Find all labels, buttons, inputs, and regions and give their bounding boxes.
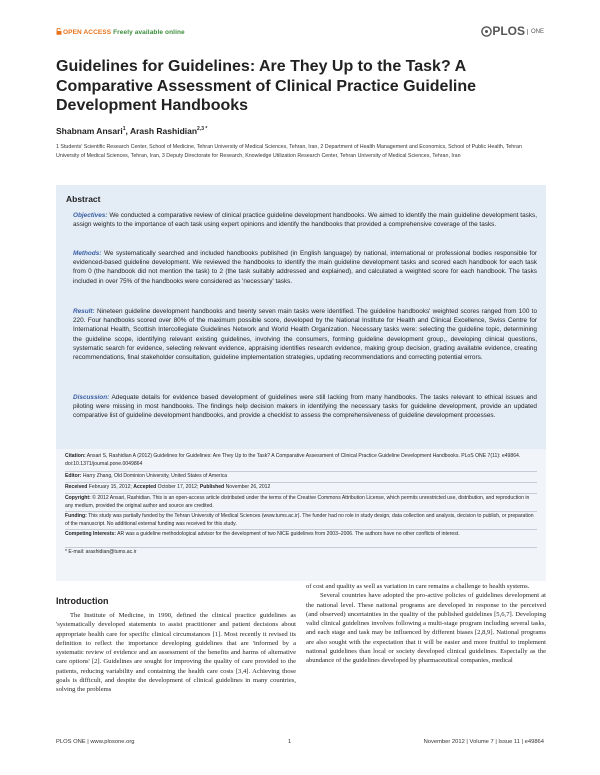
editor [65,473,535,481]
meta-label: Citation: [65,453,86,459]
copyright [65,495,535,510]
divider [65,482,537,483]
citation [65,453,535,468]
divider [65,547,537,548]
page-number: 1 [288,739,292,745]
meta-label: Published [199,484,225,490]
section-heading: Introduction [56,596,109,606]
right-column [306,582,546,666]
abstract-box [56,185,546,449]
abstract-discussion [73,393,537,421]
divider [65,529,537,530]
journal-header [56,24,544,40]
meta-label: Received [65,484,88,490]
body-paragraph: Several countries have adopted the pro-active policies of guidelines development at the national level. These national programs are developed in response to the perceived (and observed) uncertainties in the quality of the published guidelines [5,6,7]. Developing valid clinical guidelines involves following a multi-stage program including several tasks, and each stage and task may be influenced by different biases [2,8,9]. National programs are also sought with the expectation that it will be easier and more fruitful to implement national guidelines than local or society developed clinical guidelines. Especially as the abundance of the guidelines developed by pharmaceutical companies, medical [306,592,546,665]
body-paragraph: The Institute of Medicine, in 1990, defined the clinical practice guidelines as 'systematically developed statements to assist practitioner and patient decisions about appropriate health care for specific clinical circumstances [1]. Most recently it revised its definition to reflect the importance developing guidelines that are 'informed by a systematic review of evidence and an assessment of the benefits and harms of alternative care options' [2]. Guidelines are sought for improving the quality of care provided to the patients, reducing variability and containing the health care costs [3,4]. Achieving those goals is difficult, and despite the development of clinical guidelines in many countries, solving the problems [56,612,296,694]
open-access-banner [56,28,185,36]
article-metadata [56,449,546,581]
author-affiliation-mark: 2,3 * [197,126,208,133]
meta-label: Funding: [65,513,87,519]
abstract-result [73,307,537,362]
meta-label: Copyright: [65,495,91,501]
divider [65,493,537,494]
section-text: Nineteen guideline development handbooks and twenty seven main tasks were identified. The guideline handbooks' weighted scores ranged from 100 to 220. Four handbooks scored over 80% of the maximum possible score, developed by the National Institute for Health and Clinical Excellence, Swiss Centre for International Health, Scottish Intercollegiate Guidelines Network and World Health Organization. Necessary tasks were: selecting the guideline topic, determining the guideline scope, identifying relevant existing guidelines, involving the consumers, forming guideline development group,, developing clinical questions, systematic search for evidence, selecting relevant evidence, appraising identifies research evidence, making group decision, grading available evidence, creating recommendations, final stakeholder consultation, guideline implementation strategies, updating recommendations and correcting potential errors. [73,308,537,362]
section-label: Objectives: [73,212,108,219]
body-paragraph: of cost and quality as well as variation in care remains a challenge to health systems. [306,583,530,590]
competing-interests [65,531,535,539]
author-name: Arash Rashidian [129,126,198,136]
journal-logo-text: PLOS [492,24,525,38]
left-column [56,611,296,695]
meta-text: Ansari S, Rashidian A (2012) Guidelines for Guidelines: Are They Up to the Task? A Comparative Assessment of Clinical Practice Guideline Development Handbooks. PLoS ONE 7(11): e49864. doi:10.1371/journal.pone.0049864 [65,453,521,467]
author-list [56,126,207,136]
open-lock-icon [56,28,62,35]
meta-text: © 2012 Ansari, Rashidian. This is an open-access article distributed under the terms of the Creative Commons Attribution License, which permits unrestricted use, distribution, and reproduction in any medium, provided the original author and source are credited. [65,495,530,509]
meta-text: This study was partially funded by the Tehran University of Medical Sciences (www.tums.ac.ir). The funder had no role in study design, data collection and analysis, decision to publish, or preparation of the manuscript. No additional external funding was received for this study. [65,513,534,527]
abstract-objectives [73,211,537,229]
abstract-methods [73,249,537,286]
meta-label: Accepted [133,484,157,490]
meta-text: February 15, 2012; [88,484,132,490]
section-label: Discussion: [73,394,110,401]
open-access-label: OPEN ACCESS [63,29,112,36]
section-text: We conducted a comparative review of clinical practice guideline development handbooks. We aimed to identify the main guideline development tasks, assign weights to the importance of each task using expert opinions and identify the handbooks that provided a comprehensive coverage of the tasks. [73,212,537,229]
article-title: Guidelines for Guidelines: Are They Up to the Task? A Comparative Assessment of Clinical Practice Guideline Development Handbooks [56,58,476,114]
author-affiliation-mark: 1 [122,126,126,133]
meta-text: November 26, 2012 [225,484,271,490]
meta-text: Harry Zhang, Old Dominion University, United States of America [82,473,228,479]
freely-available-label: Freely available online [113,29,185,36]
footer-issue: November 2012 | Volume 7 | Issue 11 | e49864 [423,739,544,745]
divider [65,511,537,512]
abstract-heading: Abstract [66,194,101,204]
affiliations: 1 Students' Scientific Research Center, School of Medicine, Tehran University of Medical Sciences, Tehran, Iran, 2 Department of Health Management and Economics, School of Public Health, Tehran University of Medical Sciences, Tehran, Iran, 3 Deputy Directorate for Research, Knowledge Utilization Research Center, Tehran University of Medical Sciences, Tehran, Iran [56,144,522,159]
section-text: We systematically searched and included handbooks published (in English language) by national, international or professional bodies responsible for evidenced-based guideline development. We reviewed the handbooks to identify the main guideline development tasks and scored each handbook for each task from 0 (the handbook did not mention the task) to 2 (the task suitably addressed and explained), and calculated a weighted score for each handbook. The tasks included in over 75% of the handbooks were considered as 'necessary' tasks. [73,250,537,285]
meta-label: Editor: [65,473,82,479]
dates [65,484,535,492]
corresponding-email[interactable]: * E-mail: arashidian@tums.ac.ir [65,549,137,555]
section-label: Methods: [73,250,102,257]
funding [65,513,535,528]
meta-text: AR was a guideline methodological advisor for the development of two NICE guidelines from 2003–2006. The authors have no other conflicts of interest. [117,531,460,537]
author-separator: , [125,126,130,136]
journal-logo [481,24,544,38]
section-label: Result: [73,308,95,315]
divider [65,471,537,472]
journal-one-text: ONE [527,29,544,35]
section-text: Adequate details for evidence based development of guidelines were still lacking from many handbooks. The tasks relevant to ethical issues and piloting were missing in most handbooks. The findings help decision makers in identifying the necessary tasks for guideline development, provide an updated comparative list of guideline development handbooks, and provide a checklist to assess the comprehensiveness of guideline development processes. [73,394,537,420]
meta-text: October 17, 2012; [157,484,199,490]
author-name: Shabnam Ansari [56,126,123,136]
footer-journal: PLOS ONE | www.plosone.org [56,739,135,745]
meta-label: Competing Interests: [65,531,116,537]
plos-logo-icon [481,26,492,37]
